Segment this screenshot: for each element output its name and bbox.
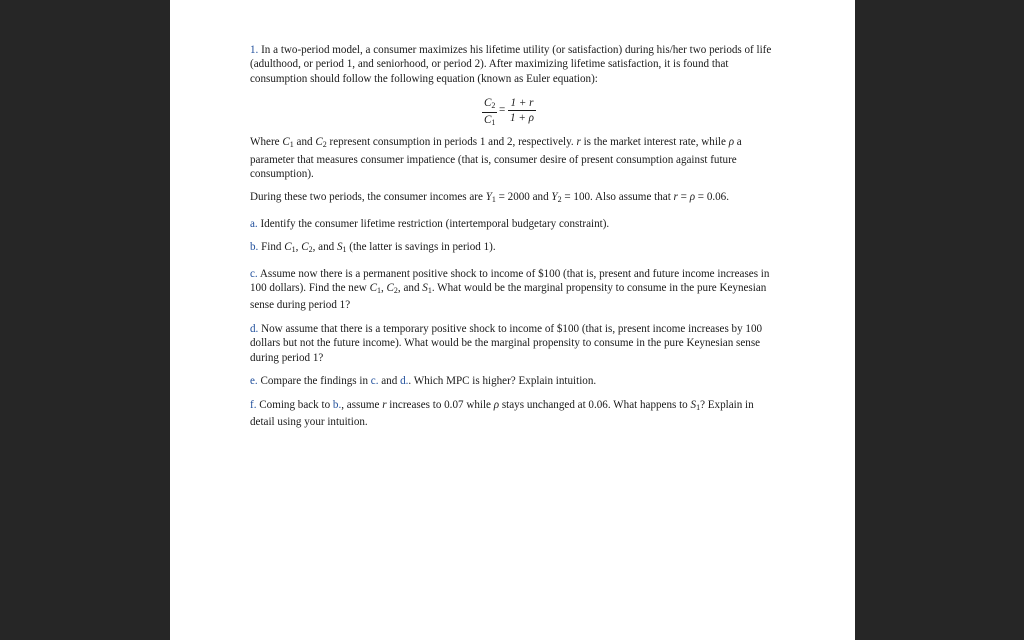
- question-1-intro: 1. In a two-period model, a consumer maximizes his lifetime utility (or satisfaction) during his/her two periods of life (adulthood, or period 1, and seniorhood, or period 2). After maximizing lifetime satisfaction, it is found that consumption should follow the following equation (known as Euler equation):: [250, 44, 772, 85]
- question-number: 1.: [250, 44, 259, 56]
- document-page: [170, 0, 855, 640]
- part-f: f. Coming back to b., assume r increases to 0.07 while ρ stays unchanged at 0.06. What happens to $S_1$? Explain in detail using your intuition.: [250, 398, 754, 428]
- part-a: a. Identify the consumer lifetime restriction (intertemporal budgetary constraint).: [250, 217, 610, 230]
- part-c: c. Assume now there is a permanent positive shock to income of $100 (that is, present and future income increases in 100 dollars). Find the new $C_1$, $C_2$, and $S_1$. What would be the marginal propensity to consume in the pure Keynesian sense during period 1?: [250, 267, 770, 312]
- part-e-label: e.: [250, 375, 258, 388]
- definitions-paragraph: Where $C_1$ and $C_2$ represent consumption in periods 1 and 2, respectively. r is the market interest rate, while ρ a parameter that measures consumer impatience (that is, consumer desire of present consumption against future consumption).: [250, 136, 742, 181]
- part-d: d. Now assume that there is a temporary positive shock to income of $100 (that is, present income increases by 100 dollars but not the future income). What would be the marginal propensity to consume in the pure Keynesian sense during period 1?: [250, 322, 763, 364]
- part-e: e. Compare the findings in c. and d.. Which MPC is higher? Explain intuition.: [250, 375, 597, 388]
- part-c-label: c.: [250, 267, 258, 280]
- euler-equation: [250, 95, 780, 129]
- ref-c: c.: [370, 375, 379, 388]
- part-d-label: d.: [250, 322, 259, 335]
- ref-d: d.: [400, 375, 409, 388]
- equals-sign: =: [499, 104, 506, 117]
- question-content: [250, 43, 780, 438]
- assumptions-paragraph: During these two periods, the consumer incomes are $Y_1 = 2000$ and $Y_2 = 100$. Also assume that r = ρ = 0.06.: [250, 191, 730, 205]
- part-b-label: b.: [250, 241, 259, 254]
- part-a-label: a.: [250, 217, 258, 230]
- equation-rhs-fraction: $\frac{1 + r}{1 + \rho}$: [510, 97, 534, 125]
- ref-b: b.: [332, 398, 342, 411]
- part-b: b. Find $C_1$, $C_2$, and $S_1$ (the latter is savings in period 1).: [250, 241, 496, 255]
- part-f-label: f.: [250, 398, 257, 411]
- equation-lhs-fraction: $\frac{C_2}{C_1}$: [484, 97, 496, 128]
